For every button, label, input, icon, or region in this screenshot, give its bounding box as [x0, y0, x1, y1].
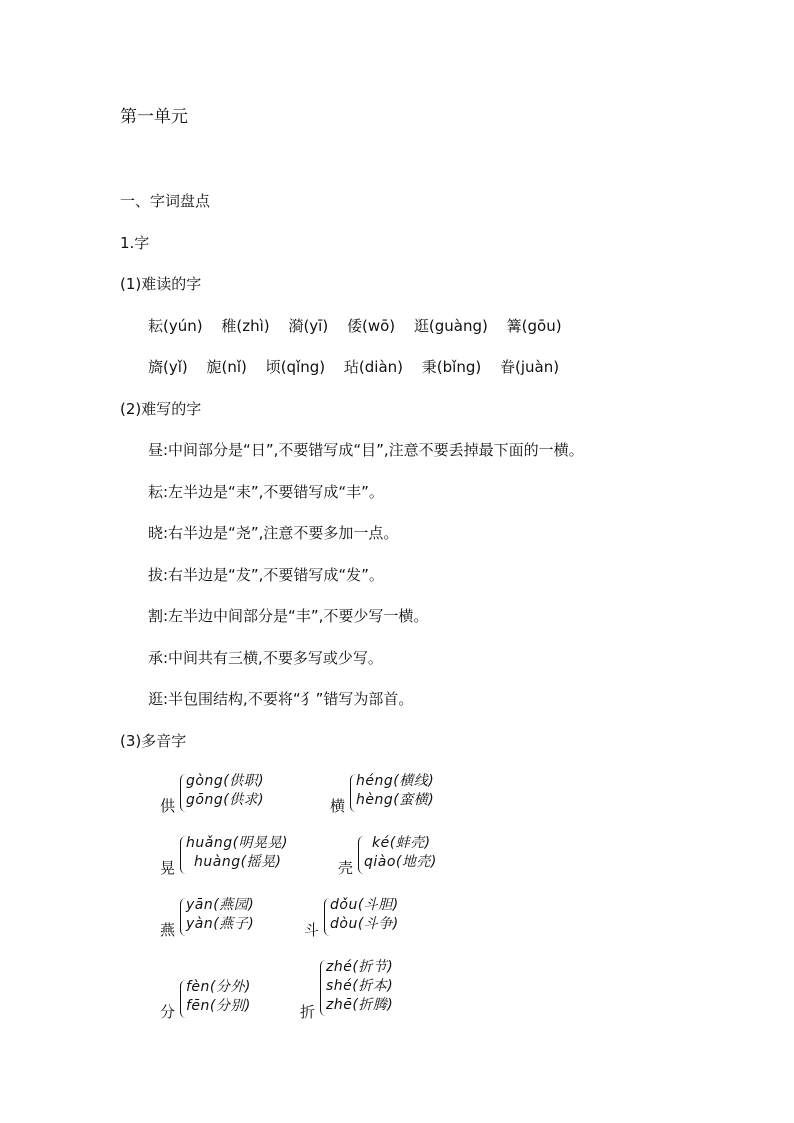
hard-read-item: 稚(zhì)	[221, 317, 270, 335]
hard-read-item: 耘(yún)	[148, 317, 203, 335]
hard-write-item: 昼:中间部分是“日”,不要错写成“目”,注意不要丢掉最下面的一横。	[148, 441, 584, 459]
polyphone-char: 横	[330, 797, 346, 815]
hard-read-item: 旎(nǐ)	[206, 358, 247, 376]
page-title: 第一单元	[120, 107, 188, 127]
polyphone-reading: ké(蚌壳)	[372, 835, 431, 851]
polyphone-char: 折	[300, 1003, 316, 1021]
polyphone-reading: hèng(蛮横)	[356, 792, 435, 808]
hard-write-item: 承:中间共有三横,不要多写或少写。	[148, 649, 383, 667]
polyphone-char: 斗	[304, 921, 320, 939]
polyphone-reading: héng(横线)	[356, 773, 435, 789]
hard-write-item: 割:左半边中间部分是“丰”,不要少写一横。	[148, 607, 429, 625]
hard-read-item: 逛(guàng)	[413, 317, 488, 335]
hard-write-item: 逛:半包围结构,不要将“犭”错写为部首。	[148, 690, 414, 708]
polyphone-reading: dǒu(斗胆)	[330, 897, 399, 913]
hard-read-row-2	[148, 357, 573, 377]
polyphone-reading: qiào(地壳)	[364, 854, 437, 870]
section-heading: 一、字词盘点	[120, 192, 211, 210]
hard-read-item: 篝(gōu)	[506, 317, 562, 335]
hard-read-item: 旖(yǐ)	[148, 358, 188, 376]
polyphone-reading: dòu(斗争)	[330, 916, 399, 932]
polyphone-reading: zhē(折腾)	[326, 997, 394, 1013]
polyphone-reading: fèn(分外)	[186, 979, 251, 995]
hard-read-item: 秉(bǐng)	[421, 358, 482, 376]
polyphone-reading: huàng(摇晃)	[194, 854, 282, 870]
polyphone-reading: fēn(分别)	[186, 998, 251, 1014]
polyphone-reading: yàn(燕子)	[186, 916, 255, 932]
polyphone-reading: shé(折本)	[326, 978, 394, 994]
polyphone-char: 供	[160, 797, 176, 815]
polyphone-char: 壳	[338, 859, 354, 877]
polyphone-reading: yān(燕园)	[186, 897, 255, 913]
polyphone-reading: zhé(折节)	[326, 959, 394, 975]
hard-read-item: 玷(diàn)	[343, 358, 403, 376]
polyphone-char: 燕	[160, 921, 176, 939]
hard-read-item: 眷(juàn)	[499, 358, 560, 376]
polyphone-reading: gòng(供职)	[186, 773, 265, 789]
hard-write-item: 晓:右半边是“尧”,注意不要多加一点。	[148, 524, 399, 542]
hard-read-item: 倭(wō)	[346, 317, 396, 335]
hard-write-item: 拔:右半边是“犮”,不要错写成“发”。	[148, 566, 384, 584]
polyphone-reading: huǎng(明晃晃)	[186, 835, 289, 851]
polyphone-char: 晃	[160, 859, 176, 877]
subsection-heading: 1.字	[120, 234, 150, 252]
polyphone-heading: (3)多音字	[120, 732, 187, 750]
hard-read-heading: (1)难读的字	[120, 275, 202, 293]
hard-read-item: 漪(yī)	[288, 317, 329, 335]
hard-read-item: 顷(qǐng)	[265, 358, 326, 376]
hard-write-heading: (2)难写的字	[120, 400, 202, 418]
polyphone-reading: gōng(供求)	[186, 792, 265, 808]
polyphone-char: 分	[160, 1003, 176, 1021]
hard-write-item: 耘:左半边是“耒”,不要错写成“丰”。	[148, 483, 384, 501]
hard-read-row-1	[148, 316, 576, 336]
